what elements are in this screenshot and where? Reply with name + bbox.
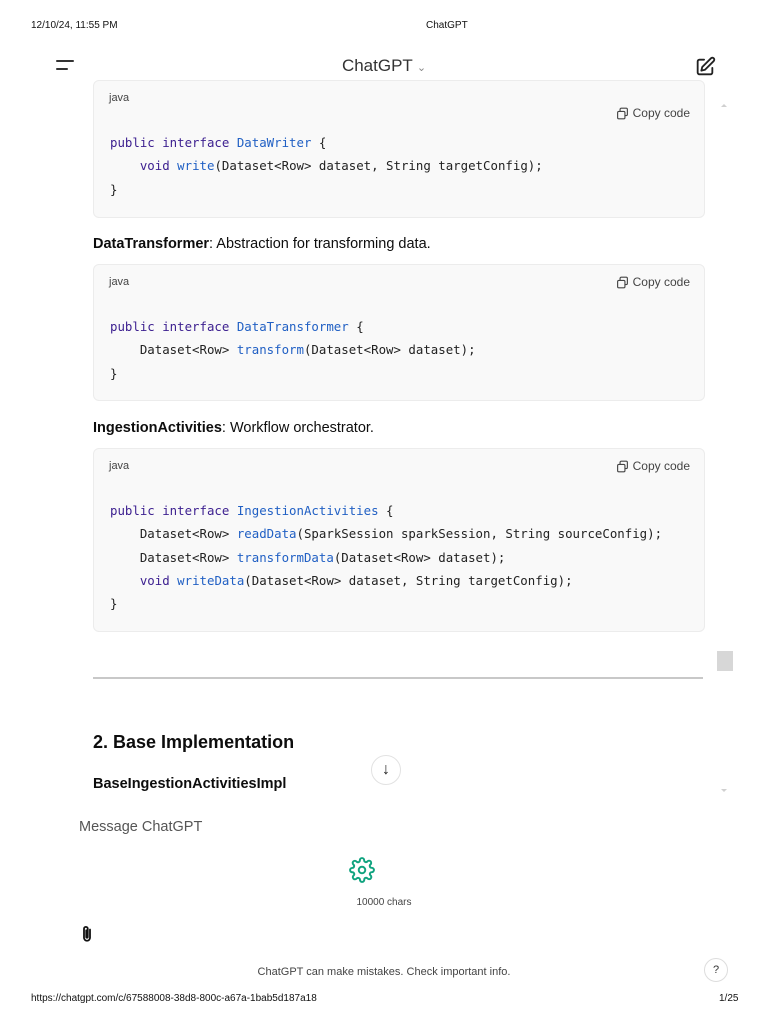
copy-code-button[interactable] — [616, 106, 690, 120]
code-language-label: java — [109, 92, 130, 104]
code-keyword: public interface — [110, 135, 237, 150]
term-bold: DataTransformer — [93, 236, 210, 252]
code-text — [110, 573, 140, 588]
term-description: : Workflow orchestrator. — [221, 420, 374, 436]
char-count: 10000 chars — [356, 897, 412, 908]
code-text: Dataset<Row> — [110, 342, 237, 358]
print-datetime: 12/10/24, 11:55 PM — [31, 20, 118, 31]
term-description: : Abstraction for transforming data. — [209, 236, 431, 252]
message-input[interactable]: Message ChatGPT — [79, 819, 203, 835]
code-text: } — [110, 181, 118, 197]
code-text: { — [348, 319, 364, 334]
code-content — [110, 131, 543, 201]
code-identifier: DataTransformer — [236, 319, 349, 334]
print-tab-title: ChatGPT — [426, 20, 468, 31]
code-block — [93, 448, 705, 632]
code-text: } — [110, 365, 118, 381]
chevron-down-icon: ⌄ — [416, 62, 427, 74]
section-subheading: BaseIngestionActivitiesImpl — [93, 776, 287, 792]
code-content — [110, 499, 662, 615]
code-text: (Dataset<Row> dataset); — [303, 342, 476, 358]
code-text: (Dataset<Row> dataset); — [333, 549, 506, 565]
copy-code-label: Copy code — [632, 459, 690, 473]
code-text: { — [378, 503, 394, 518]
copy-code-label: Copy code — [632, 106, 690, 120]
code-text: Dataset<Row> — [110, 526, 237, 542]
section-heading: 2. Base Implementation — [93, 732, 295, 752]
code-identifier: writeData — [177, 572, 245, 588]
code-text: (SparkSession sparkSession, String sourceConfig); — [296, 526, 663, 542]
app-title: ChatGPT — [341, 56, 413, 75]
copy-code-button[interactable] — [616, 459, 690, 473]
paperclip-attach-icon[interactable] — [78, 924, 96, 944]
new-chat-edit-icon[interactable] — [694, 56, 716, 78]
code-identifier: DataWriter — [236, 135, 312, 150]
copy-icon — [616, 107, 629, 120]
code-block — [93, 264, 705, 401]
code-keyword: void — [139, 158, 178, 174]
model-selector[interactable] — [0, 56, 768, 76]
code-text — [110, 158, 140, 173]
code-identifier: write — [177, 158, 215, 174]
arrow-down-icon: ↓ — [382, 761, 390, 778]
code-identifier: transform — [236, 342, 304, 358]
term-bold: IngestionActivities — [93, 420, 222, 436]
copy-icon — [616, 460, 629, 473]
code-text: { — [311, 135, 327, 150]
scrollbar-thumb[interactable] — [717, 651, 733, 671]
scroll-down-arrow-icon[interactable] — [718, 786, 730, 796]
help-button[interactable]: ? — [704, 958, 728, 982]
paragraph — [93, 236, 431, 252]
gear-icon[interactable] — [349, 857, 375, 883]
code-identifier: readData — [236, 526, 297, 542]
copy-icon — [616, 276, 629, 289]
code-identifier: transformData — [236, 549, 334, 565]
code-keyword: public interface — [110, 503, 237, 518]
code-keyword: public interface — [110, 319, 237, 334]
scroll-up-arrow-icon[interactable] — [718, 100, 730, 110]
code-block — [93, 80, 705, 218]
code-language-label: java — [109, 460, 130, 472]
code-identifier: IngestionActivities — [236, 503, 379, 518]
code-content — [110, 315, 476, 385]
divider — [93, 677, 703, 679]
scroll-to-bottom-button[interactable] — [371, 755, 401, 785]
copy-code-label: Copy code — [632, 275, 690, 289]
code-text: (Dataset<Row> dataset, String targetConfig); — [214, 158, 543, 174]
code-text: (Dataset<Row> dataset, String targetConfig); — [244, 572, 573, 588]
disclaimer-text: ChatGPT can make mistakes. Check important info. — [257, 966, 511, 978]
code-keyword: void — [139, 572, 178, 588]
paragraph — [93, 420, 374, 436]
code-text: } — [110, 596, 118, 612]
print-page-number: 1/25 — [719, 993, 739, 1004]
code-text: Dataset<Row> — [110, 549, 237, 565]
code-language-label: java — [109, 276, 130, 288]
copy-code-button[interactable] — [616, 275, 690, 289]
print-url: https://chatgpt.com/c/67588008-38d8-800c-a67a-1bab5d187a18 — [31, 993, 317, 1004]
